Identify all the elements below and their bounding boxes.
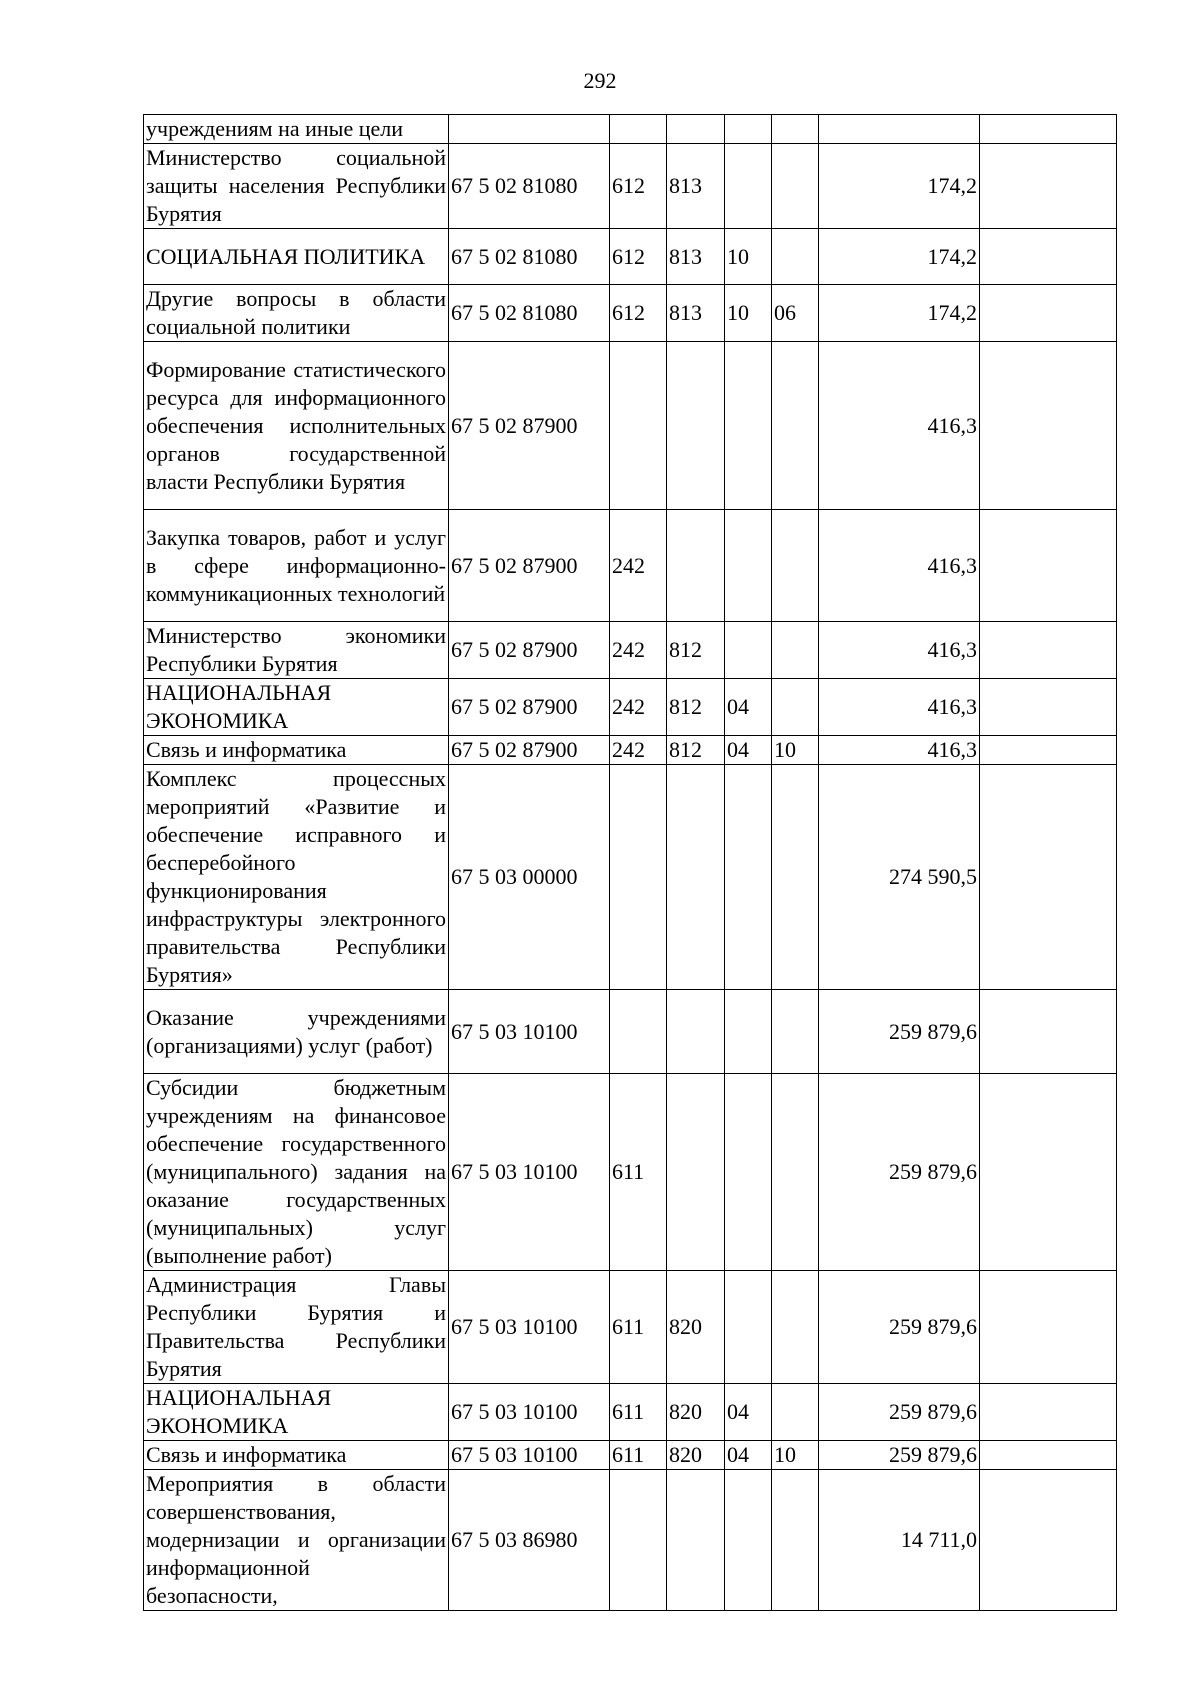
table-row <box>144 679 1117 736</box>
row-expense-type: 242 <box>610 510 667 622</box>
row-ministry-code <box>667 115 725 144</box>
row-section <box>725 765 772 990</box>
row-ministry-code <box>667 510 725 622</box>
row-code: 67 5 03 10100 <box>449 1384 610 1441</box>
row-empty-column <box>980 1470 1117 1611</box>
table-row <box>144 1384 1117 1441</box>
table-row <box>144 285 1117 342</box>
row-subsection <box>772 765 819 990</box>
row-code: 67 5 02 81080 <box>449 144 610 229</box>
row-subsection <box>772 622 819 679</box>
row-expense-type <box>610 990 667 1074</box>
row-empty-column <box>980 765 1117 990</box>
row-amount: 416,3 <box>819 736 980 765</box>
row-empty-column <box>980 990 1117 1074</box>
row-ministry-code: 812 <box>667 679 725 736</box>
row-code: 67 5 02 87900 <box>449 736 610 765</box>
row-amount: 174,2 <box>819 229 980 285</box>
row-expense-type: 242 <box>610 622 667 679</box>
budget-table <box>143 114 1117 1611</box>
row-code: 67 5 03 00000 <box>449 765 610 990</box>
row-subsection: 06 <box>772 285 819 342</box>
row-name: Субсидии бюджетным учреждениям на финансовое обеспечение государственного (муниципального) задания на оказание государственных (муниципальных) услуг (выполнение работ) <box>144 1074 449 1271</box>
table-row <box>144 510 1117 622</box>
row-ministry-code <box>667 1074 725 1271</box>
row-name: НАЦИОНАЛЬНАЯ ЭКОНОМИКА <box>144 1384 449 1441</box>
row-name: Другие вопросы в области социальной политики <box>144 285 449 342</box>
row-name: НАЦИОНАЛЬНАЯ ЭКОНОМИКА <box>144 679 449 736</box>
row-ministry-code: 820 <box>667 1271 725 1384</box>
row-amount: 14 711,0 <box>819 1470 980 1611</box>
table-row <box>144 736 1117 765</box>
row-section <box>725 115 772 144</box>
row-name: Оказание учреждениями (организациями) услуг (работ) <box>144 990 449 1074</box>
row-name: Комплекс процессных мероприятий «Развитие и обеспечение исправного и бесперебойного функционирования инфраструктуры электронного правительства Республики Бурятия» <box>144 765 449 990</box>
row-empty-column <box>980 342 1117 510</box>
row-expense-type: 242 <box>610 679 667 736</box>
row-name: Связь и информатика <box>144 1441 449 1470</box>
row-expense-type: 612 <box>610 229 667 285</box>
row-ministry-code: 813 <box>667 144 725 229</box>
row-code: 67 5 03 10100 <box>449 1271 610 1384</box>
row-empty-column <box>980 285 1117 342</box>
row-section <box>725 1074 772 1271</box>
row-empty-column <box>980 144 1117 229</box>
row-amount: 416,3 <box>819 622 980 679</box>
table-row <box>144 990 1117 1074</box>
row-expense-type: 611 <box>610 1074 667 1271</box>
row-expense-type <box>610 115 667 144</box>
row-name: Министерство социальной защиты населения Республики Бурятия <box>144 144 449 229</box>
row-ministry-code: 820 <box>667 1384 725 1441</box>
row-empty-column <box>980 1384 1117 1441</box>
row-name: Министерство экономики Республики Бурятия <box>144 622 449 679</box>
row-section <box>725 144 772 229</box>
row-expense-type: 612 <box>610 144 667 229</box>
table-row <box>144 1271 1117 1384</box>
row-empty-column <box>980 115 1117 144</box>
row-section <box>725 510 772 622</box>
row-section <box>725 1271 772 1384</box>
row-ministry-code: 820 <box>667 1441 725 1470</box>
table-row <box>144 115 1117 144</box>
row-expense-type: 612 <box>610 285 667 342</box>
row-expense-type <box>610 342 667 510</box>
row-ministry-code <box>667 765 725 990</box>
row-code: 67 5 02 81080 <box>449 229 610 285</box>
row-expense-type: 242 <box>610 736 667 765</box>
row-amount: 274 590,5 <box>819 765 980 990</box>
row-section: 04 <box>725 1384 772 1441</box>
row-expense-type: 611 <box>610 1441 667 1470</box>
row-amount: 259 879,6 <box>819 1441 980 1470</box>
table-row <box>144 765 1117 990</box>
row-empty-column <box>980 1074 1117 1271</box>
row-expense-type <box>610 765 667 990</box>
row-amount: 416,3 <box>819 510 980 622</box>
table-row <box>144 342 1117 510</box>
row-subsection <box>772 510 819 622</box>
table-row <box>144 229 1117 285</box>
row-subsection: 10 <box>772 1441 819 1470</box>
row-code: 67 5 02 81080 <box>449 285 610 342</box>
row-section: 10 <box>725 229 772 285</box>
page-number: 292 <box>583 68 617 93</box>
row-subsection <box>772 1384 819 1441</box>
row-subsection <box>772 1074 819 1271</box>
row-amount: 174,2 <box>819 285 980 342</box>
table-row <box>144 1470 1117 1611</box>
row-empty-column <box>980 736 1117 765</box>
row-code: 67 5 03 10100 <box>449 990 610 1074</box>
row-code: 67 5 03 10100 <box>449 1074 610 1271</box>
row-section <box>725 622 772 679</box>
row-section: 04 <box>725 1441 772 1470</box>
row-code: 67 5 02 87900 <box>449 679 610 736</box>
row-subsection <box>772 679 819 736</box>
row-amount: 259 879,6 <box>819 1074 980 1271</box>
row-amount: 174,2 <box>819 144 980 229</box>
row-section: 04 <box>725 736 772 765</box>
row-subsection <box>772 990 819 1074</box>
row-expense-type: 611 <box>610 1271 667 1384</box>
row-ministry-code: 812 <box>667 622 725 679</box>
row-code: 67 5 02 87900 <box>449 510 610 622</box>
row-code: 67 5 03 86980 <box>449 1470 610 1611</box>
row-subsection <box>772 342 819 510</box>
row-amount: 259 879,6 <box>819 1271 980 1384</box>
row-code: 67 5 03 10100 <box>449 1441 610 1470</box>
table-row <box>144 1441 1117 1470</box>
row-amount: 416,3 <box>819 342 980 510</box>
row-empty-column <box>980 1441 1117 1470</box>
row-section <box>725 342 772 510</box>
row-empty-column <box>980 622 1117 679</box>
row-section: 04 <box>725 679 772 736</box>
row-subsection <box>772 144 819 229</box>
table-row <box>144 144 1117 229</box>
row-amount: 259 879,6 <box>819 1384 980 1441</box>
row-ministry-code: 813 <box>667 229 725 285</box>
row-expense-type: 611 <box>610 1384 667 1441</box>
table-row <box>144 1074 1117 1271</box>
row-section <box>725 1470 772 1611</box>
row-expense-type <box>610 1470 667 1611</box>
row-code: 67 5 02 87900 <box>449 622 610 679</box>
row-subsection: 10 <box>772 736 819 765</box>
row-empty-column <box>980 1271 1117 1384</box>
row-subsection <box>772 229 819 285</box>
row-ministry-code: 813 <box>667 285 725 342</box>
row-amount: 416,3 <box>819 679 980 736</box>
row-subsection <box>772 1271 819 1384</box>
row-section: 10 <box>725 285 772 342</box>
row-amount <box>819 115 980 144</box>
row-empty-column <box>980 679 1117 736</box>
row-empty-column <box>980 229 1117 285</box>
row-code: 67 5 02 87900 <box>449 342 610 510</box>
row-subsection <box>772 1470 819 1611</box>
row-empty-column <box>980 510 1117 622</box>
row-name: Связь и информатика <box>144 736 449 765</box>
table-row <box>144 622 1117 679</box>
row-subsection <box>772 115 819 144</box>
row-ministry-code <box>667 1470 725 1611</box>
row-name: Закупка товаров, работ и услуг в сфере информационно-коммуникационных технологий <box>144 510 449 622</box>
row-name: СОЦИАЛЬНАЯ ПОЛИТИКА <box>144 229 449 285</box>
row-amount: 259 879,6 <box>819 990 980 1074</box>
row-section <box>725 990 772 1074</box>
row-ministry-code: 812 <box>667 736 725 765</box>
row-name: учреждениям на иные цели <box>144 115 449 144</box>
row-code <box>449 115 610 144</box>
row-name: Формирование статистического ресурса для информационного обеспечения исполнительных органов государственной власти Республики Бурятия <box>144 342 449 510</box>
row-ministry-code <box>667 342 725 510</box>
row-name: Администрация Главы Республики Бурятия и Правительства Республики Бурятия <box>144 1271 449 1384</box>
row-ministry-code <box>667 990 725 1074</box>
row-name: Мероприятия в области совершенствования, модернизации и организации информационной безопасности, <box>144 1470 449 1611</box>
